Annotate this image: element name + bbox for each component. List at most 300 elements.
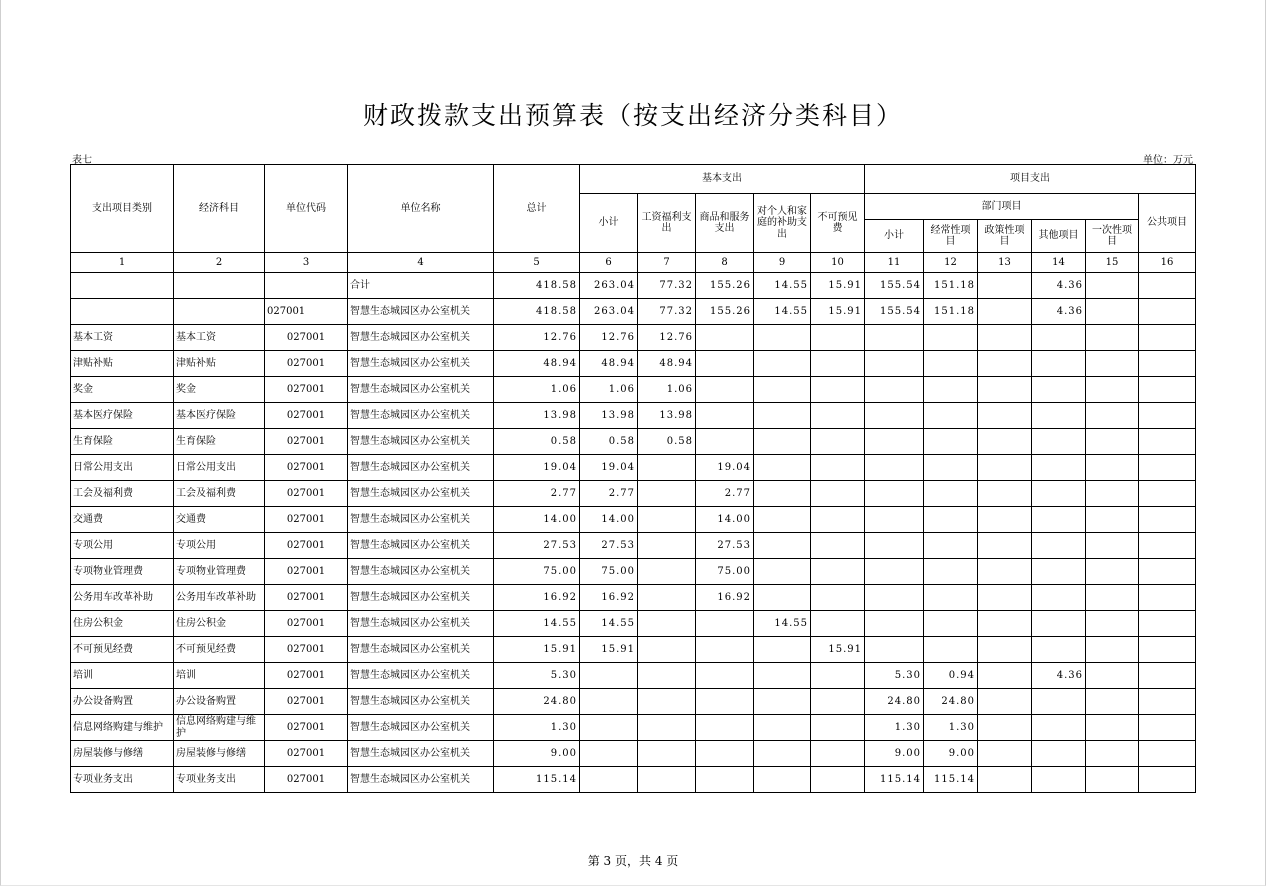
table-cell-col13 xyxy=(978,481,1032,507)
table-cell-col1: 培训 xyxy=(71,663,174,689)
table-cell-col2: 专项公用 xyxy=(174,533,265,559)
table-cell-col13 xyxy=(978,663,1032,689)
table-cell-col10 xyxy=(811,611,865,637)
table-cell-col15 xyxy=(1086,299,1139,325)
table-cell-col16 xyxy=(1139,585,1196,611)
table-cell-col10 xyxy=(811,455,865,481)
table-cell-col12: 9.00 xyxy=(924,741,978,767)
column-number: 13 xyxy=(978,253,1032,273)
page-title: 财政拨款支出预算表（按支出经济分类科目） xyxy=(362,101,903,130)
table-cell-col8 xyxy=(696,689,754,715)
table-cell-col1 xyxy=(71,273,174,299)
table-cell-col4: 智慧生态城园区办公室机关 xyxy=(348,455,494,481)
header-category: 支出项目类别 xyxy=(71,165,174,253)
table-cell-col7: 0.58 xyxy=(638,429,696,455)
table-cell-col4: 智慧生态城园区办公室机关 xyxy=(348,507,494,533)
table-cell-col4: 智慧生态城园区办公室机关 xyxy=(348,481,494,507)
header-other: 其他项目 xyxy=(1032,220,1086,253)
table-cell-col7 xyxy=(638,455,696,481)
table-cell-col14 xyxy=(1032,325,1086,351)
table-cell-col13 xyxy=(978,741,1032,767)
table-cell-col13 xyxy=(978,377,1032,403)
table-cell-col7 xyxy=(638,637,696,663)
table-cell-col2 xyxy=(174,273,265,299)
table-cell-col11 xyxy=(865,351,924,377)
table-cell-col4: 智慧生态城园区办公室机关 xyxy=(348,299,494,325)
table-cell-col4: 智慧生态城园区办公室机关 xyxy=(348,351,494,377)
table-cell-col14 xyxy=(1032,429,1086,455)
table-cell-col14 xyxy=(1032,611,1086,637)
table-cell-col16 xyxy=(1139,637,1196,663)
table-cell-col6: 12.76 xyxy=(580,325,638,351)
table-cell-col10 xyxy=(811,663,865,689)
table-cell-col10 xyxy=(811,429,865,455)
table-row xyxy=(71,455,1196,481)
table-cell-col9 xyxy=(754,455,811,481)
table-cell-col11 xyxy=(865,455,924,481)
table-cell-col15 xyxy=(1086,663,1139,689)
table-cell-col2: 专项物业管理费 xyxy=(174,559,265,585)
table-cell-col7: 1.06 xyxy=(638,377,696,403)
table-cell-col16 xyxy=(1139,429,1196,455)
table-cell-col2: 不可预见经费 xyxy=(174,637,265,663)
table-cell-col7 xyxy=(638,611,696,637)
table-row xyxy=(71,429,1196,455)
table-cell-col10 xyxy=(811,689,865,715)
table-cell-col12 xyxy=(924,585,978,611)
table-cell-col5: 14.55 xyxy=(494,611,580,637)
table-cell-col16 xyxy=(1139,325,1196,351)
table-cell-col12: 0.94 xyxy=(924,663,978,689)
table-cell-col7 xyxy=(638,481,696,507)
table-cell-col1: 日常公用支出 xyxy=(71,455,174,481)
table-cell-col9 xyxy=(754,429,811,455)
table-cell-col11 xyxy=(865,325,924,351)
table-cell-col6 xyxy=(580,715,638,741)
column-number: 2 xyxy=(174,253,265,273)
table-cell-col2: 津贴补贴 xyxy=(174,351,265,377)
table-cell-col14 xyxy=(1032,455,1086,481)
table-cell-col8 xyxy=(696,715,754,741)
table-cell-col3: 027001 xyxy=(265,663,348,689)
table-cell-col14 xyxy=(1032,741,1086,767)
column-number: 9 xyxy=(754,253,811,273)
table-cell-col10 xyxy=(811,559,865,585)
header-public-project: 公共项目 xyxy=(1139,194,1196,253)
table-cell-col7 xyxy=(638,689,696,715)
table-cell-col16 xyxy=(1139,611,1196,637)
table-cell-col15 xyxy=(1086,377,1139,403)
table-cell-col9 xyxy=(754,741,811,767)
table-cell-col12 xyxy=(924,455,978,481)
table-cell-col4: 智慧生态城园区办公室机关 xyxy=(348,767,494,793)
column-number: 8 xyxy=(696,253,754,273)
table-cell-col14 xyxy=(1032,637,1086,663)
table-cell-col1: 办公设备购置 xyxy=(71,689,174,715)
column-number: 12 xyxy=(924,253,978,273)
table-cell-col9 xyxy=(754,377,811,403)
table-cell-col9 xyxy=(754,403,811,429)
column-number: 4 xyxy=(348,253,494,273)
table-cell-col6: 13.98 xyxy=(580,403,638,429)
table-cell-col15 xyxy=(1086,273,1139,299)
table-cell-col5: 75.00 xyxy=(494,559,580,585)
table-cell-col10 xyxy=(811,351,865,377)
table-cell-col8: 155.26 xyxy=(696,273,754,299)
table-cell-col4: 智慧生态城园区办公室机关 xyxy=(348,585,494,611)
table-cell-col1: 不可预见经费 xyxy=(71,637,174,663)
header-unforeseen: 不可预见费 xyxy=(811,194,865,253)
table-cell-col7 xyxy=(638,507,696,533)
table-cell-col6: 263.04 xyxy=(580,299,638,325)
table-cell-col8 xyxy=(696,377,754,403)
table-cell-col6: 27.53 xyxy=(580,533,638,559)
table-row xyxy=(71,611,1196,637)
table-cell-col4: 智慧生态城园区办公室机关 xyxy=(348,611,494,637)
table-cell-col14: 4.36 xyxy=(1032,663,1086,689)
table-cell-col8: 2.77 xyxy=(696,481,754,507)
table-cell-col5: 14.00 xyxy=(494,507,580,533)
table-cell-col11: 155.54 xyxy=(865,299,924,325)
table-cell-col3: 027001 xyxy=(265,611,348,637)
table-cell-col2: 基本工资 xyxy=(174,325,265,351)
table-cell-col3: 027001 xyxy=(265,637,348,663)
table-cell-col6: 263.04 xyxy=(580,273,638,299)
table-cell-col5: 0.58 xyxy=(494,429,580,455)
table-cell-col6: 2.77 xyxy=(580,481,638,507)
header-one-time: 一次性项目 xyxy=(1086,220,1139,253)
table-cell-col14 xyxy=(1032,481,1086,507)
table-cell-col4: 智慧生态城园区办公室机关 xyxy=(348,741,494,767)
table-cell-col15 xyxy=(1086,637,1139,663)
table-row xyxy=(71,533,1196,559)
table-cell-col3: 027001 xyxy=(265,325,348,351)
table-cell-col10 xyxy=(811,403,865,429)
table-row xyxy=(71,299,1196,325)
table-cell-col6 xyxy=(580,689,638,715)
table-cell-col9 xyxy=(754,585,811,611)
table-cell-col8 xyxy=(696,325,754,351)
table-cell-col5: 12.76 xyxy=(494,325,580,351)
table-cell-col3: 027001 xyxy=(265,377,348,403)
table-cell-col7 xyxy=(638,767,696,793)
table-cell-col13 xyxy=(978,273,1032,299)
table-cell-col2: 办公设备购置 xyxy=(174,689,265,715)
table-cell-col12 xyxy=(924,481,978,507)
table-cell-col2: 信息网络购建与维护 xyxy=(174,715,265,741)
table-cell-col11: 1.30 xyxy=(865,715,924,741)
table-cell-col6 xyxy=(580,767,638,793)
table-cell-col8 xyxy=(696,611,754,637)
table-cell-col4: 智慧生态城园区办公室机关 xyxy=(348,533,494,559)
table-cell-col16 xyxy=(1139,455,1196,481)
table-cell-col2: 住房公积金 xyxy=(174,611,265,637)
table-cell-col5: 9.00 xyxy=(494,741,580,767)
header-total: 总计 xyxy=(494,165,580,253)
table-cell-col12 xyxy=(924,325,978,351)
table-cell-col12 xyxy=(924,377,978,403)
table-cell-col12 xyxy=(924,429,978,455)
table-cell-col6: 1.06 xyxy=(580,377,638,403)
column-number: 11 xyxy=(865,253,924,273)
table-cell-col10 xyxy=(811,533,865,559)
table-cell-col11: 24.80 xyxy=(865,689,924,715)
table-cell-col13 xyxy=(978,559,1032,585)
table-cell-col8: 14.00 xyxy=(696,507,754,533)
header-policy: 政策性项目 xyxy=(978,220,1032,253)
table-cell-col8 xyxy=(696,403,754,429)
table-cell-col9 xyxy=(754,351,811,377)
table-cell-col3: 027001 xyxy=(265,351,348,377)
table-cell-col13 xyxy=(978,585,1032,611)
table-cell-col15 xyxy=(1086,585,1139,611)
table-cell-col6 xyxy=(580,741,638,767)
table-cell-col3: 027001 xyxy=(265,559,348,585)
table-cell-col15 xyxy=(1086,533,1139,559)
table-cell-col8: 75.00 xyxy=(696,559,754,585)
table-cell-col16 xyxy=(1139,559,1196,585)
table-cell-col9 xyxy=(754,481,811,507)
table-cell-col9: 14.55 xyxy=(754,273,811,299)
table-cell-col9 xyxy=(754,767,811,793)
table-row xyxy=(71,481,1196,507)
table-cell-col4: 智慧生态城园区办公室机关 xyxy=(348,689,494,715)
table-cell-col12 xyxy=(924,611,978,637)
table-cell-col7: 13.98 xyxy=(638,403,696,429)
table-cell-col6: 15.91 xyxy=(580,637,638,663)
table-cell-col11 xyxy=(865,481,924,507)
table-cell-col8: 27.53 xyxy=(696,533,754,559)
table-cell-col12: 1.30 xyxy=(924,715,978,741)
table-cell-col13 xyxy=(978,767,1032,793)
table-cell-col4: 智慧生态城园区办公室机关 xyxy=(348,403,494,429)
table-cell-col8: 16.92 xyxy=(696,585,754,611)
table-cell-col2: 专项业务支出 xyxy=(174,767,265,793)
table-cell-col1: 交通费 xyxy=(71,507,174,533)
table-cell-col14 xyxy=(1032,403,1086,429)
table-cell-col14 xyxy=(1032,689,1086,715)
column-number: 15 xyxy=(1086,253,1139,273)
table-cell-col5: 19.04 xyxy=(494,455,580,481)
header-dept-project: 部门项目 xyxy=(865,194,1139,220)
table-cell-col10: 15.91 xyxy=(811,273,865,299)
column-number: 7 xyxy=(638,253,696,273)
table-cell-col9 xyxy=(754,663,811,689)
table-cell-col16 xyxy=(1139,715,1196,741)
table-cell-col11 xyxy=(865,533,924,559)
table-cell-col13 xyxy=(978,637,1032,663)
table-cell-col15 xyxy=(1086,455,1139,481)
table-cell-col10 xyxy=(811,507,865,533)
table-cell-col8 xyxy=(696,429,754,455)
table-cell-col13 xyxy=(978,611,1032,637)
table-cell-col13 xyxy=(978,299,1032,325)
table-row xyxy=(71,403,1196,429)
table-cell-col13 xyxy=(978,507,1032,533)
table-cell-col7 xyxy=(638,559,696,585)
table-row xyxy=(71,273,1196,299)
table-cell-col9: 14.55 xyxy=(754,299,811,325)
table-cell-col14: 4.36 xyxy=(1032,273,1086,299)
table-cell-col6: 48.94 xyxy=(580,351,638,377)
table-cell-col13 xyxy=(978,325,1032,351)
header-unit-code: 单位代码 xyxy=(265,165,348,253)
table-cell-col5: 15.91 xyxy=(494,637,580,663)
table-cell-col5: 16.92 xyxy=(494,585,580,611)
header-subsidy: 对个人和家庭的补助支出 xyxy=(754,194,811,253)
table-cell-col2: 交通费 xyxy=(174,507,265,533)
table-cell-col3 xyxy=(265,273,348,299)
table-row xyxy=(71,715,1196,741)
table-cell-col11 xyxy=(865,585,924,611)
table-cell-col3: 027001 xyxy=(265,689,348,715)
table-cell-col10: 15.91 xyxy=(811,299,865,325)
table-cell-col15 xyxy=(1086,351,1139,377)
header-unit-name: 单位名称 xyxy=(348,165,494,253)
table-cell-col5: 115.14 xyxy=(494,767,580,793)
table-cell-col12: 151.18 xyxy=(924,299,978,325)
table-cell-col11 xyxy=(865,611,924,637)
table-cell-col15 xyxy=(1086,325,1139,351)
table-cell-col12 xyxy=(924,637,978,663)
table-cell-col5: 418.58 xyxy=(494,299,580,325)
column-number: 3 xyxy=(265,253,348,273)
table-cell-col16 xyxy=(1139,351,1196,377)
table-cell-col11: 5.30 xyxy=(865,663,924,689)
table-cell-col9 xyxy=(754,533,811,559)
table-cell-col16 xyxy=(1139,299,1196,325)
table-cell-col16 xyxy=(1139,689,1196,715)
table-cell-col7: 12.76 xyxy=(638,325,696,351)
table-cell-col9 xyxy=(754,637,811,663)
table-cell-col1: 公务用车改革补助 xyxy=(71,585,174,611)
column-number: 1 xyxy=(71,253,174,273)
table-cell-col6 xyxy=(580,663,638,689)
table-cell-col2 xyxy=(174,299,265,325)
table-cell-col15 xyxy=(1086,559,1139,585)
table-cell-col11 xyxy=(865,637,924,663)
table-cell-col3: 027001 xyxy=(265,403,348,429)
table-cell-col3: 027001 xyxy=(265,481,348,507)
table-cell-col7 xyxy=(638,533,696,559)
table-cell-col1 xyxy=(71,299,174,325)
table-cell-col13 xyxy=(978,455,1032,481)
table-cell-col12 xyxy=(924,533,978,559)
column-number: 16 xyxy=(1139,253,1196,273)
table-cell-col7 xyxy=(638,663,696,689)
table-cell-col16 xyxy=(1139,533,1196,559)
table-cell-col14 xyxy=(1032,559,1086,585)
table-cell-col15 xyxy=(1086,611,1139,637)
table-cell-col5: 13.98 xyxy=(494,403,580,429)
table-row xyxy=(71,507,1196,533)
table-cell-col3: 027001 xyxy=(265,299,348,325)
column-number: 5 xyxy=(494,253,580,273)
table-cell-col14 xyxy=(1032,351,1086,377)
table-cell-col2: 生育保险 xyxy=(174,429,265,455)
table-cell-col8 xyxy=(696,741,754,767)
table-cell-col6: 19.04 xyxy=(580,455,638,481)
table-cell-col14 xyxy=(1032,533,1086,559)
table-cell-col3: 027001 xyxy=(265,429,348,455)
table-cell-col11: 9.00 xyxy=(865,741,924,767)
table-cell-col1: 工会及福利费 xyxy=(71,481,174,507)
table-cell-col16 xyxy=(1139,377,1196,403)
header-econ-subject: 经济科目 xyxy=(174,165,265,253)
table-cell-col13 xyxy=(978,403,1032,429)
table-row xyxy=(71,559,1196,585)
table-cell-col4: 智慧生态城园区办公室机关 xyxy=(348,559,494,585)
table-cell-col11 xyxy=(865,507,924,533)
table-cell-col2: 房屋装修与修缮 xyxy=(174,741,265,767)
table-cell-col16 xyxy=(1139,481,1196,507)
table-cell-col5: 2.77 xyxy=(494,481,580,507)
table-cell-col2: 工会及福利费 xyxy=(174,481,265,507)
table-cell-col6: 16.92 xyxy=(580,585,638,611)
table-cell-col3: 027001 xyxy=(265,767,348,793)
table-cell-col13 xyxy=(978,715,1032,741)
table-cell-col11 xyxy=(865,377,924,403)
table-cell-col1: 生育保险 xyxy=(71,429,174,455)
column-number: 10 xyxy=(811,253,865,273)
table-cell-col13 xyxy=(978,429,1032,455)
table-cell-col15 xyxy=(1086,715,1139,741)
table-cell-col10 xyxy=(811,767,865,793)
table-cell-col1: 津贴补贴 xyxy=(71,351,174,377)
table-cell-col16 xyxy=(1139,403,1196,429)
table-cell-col5: 418.58 xyxy=(494,273,580,299)
table-cell-col6: 75.00 xyxy=(580,559,638,585)
table-row xyxy=(71,585,1196,611)
table-cell-col13 xyxy=(978,689,1032,715)
table-cell-col4: 智慧生态城园区办公室机关 xyxy=(348,715,494,741)
table-cell-col16 xyxy=(1139,273,1196,299)
table-cell-col2: 日常公用支出 xyxy=(174,455,265,481)
table-cell-col2: 基本医疗保险 xyxy=(174,403,265,429)
table-row xyxy=(71,637,1196,663)
table-cell-col12 xyxy=(924,403,978,429)
table-cell-col4: 智慧生态城园区办公室机关 xyxy=(348,377,494,403)
table-row xyxy=(71,351,1196,377)
table-cell-col10 xyxy=(811,715,865,741)
table-cell-col1: 信息网络购建与维护 xyxy=(71,715,174,741)
table-cell-col7: 77.32 xyxy=(638,299,696,325)
table-cell-col5: 1.06 xyxy=(494,377,580,403)
table-cell-col9 xyxy=(754,715,811,741)
table-code: 表七 xyxy=(72,155,92,166)
table-cell-col16 xyxy=(1139,663,1196,689)
table-cell-col15 xyxy=(1086,741,1139,767)
table-cell-col11 xyxy=(865,403,924,429)
table-cell-col8: 155.26 xyxy=(696,299,754,325)
table-cell-col11 xyxy=(865,559,924,585)
table-cell-col14 xyxy=(1032,767,1086,793)
table-cell-col4: 合计 xyxy=(348,273,494,299)
table-cell-col1: 基本医疗保险 xyxy=(71,403,174,429)
table-cell-col12 xyxy=(924,507,978,533)
table-cell-col12: 151.18 xyxy=(924,273,978,299)
table-cell-col16 xyxy=(1139,767,1196,793)
table-cell-col1: 专项公用 xyxy=(71,533,174,559)
table-cell-col3: 027001 xyxy=(265,741,348,767)
table-cell-col9 xyxy=(754,325,811,351)
table-row xyxy=(71,325,1196,351)
table-cell-col15 xyxy=(1086,403,1139,429)
table-cell-col1: 基本工资 xyxy=(71,325,174,351)
table-cell-col7 xyxy=(638,585,696,611)
table-cell-col8 xyxy=(696,663,754,689)
table-cell-col16 xyxy=(1139,741,1196,767)
